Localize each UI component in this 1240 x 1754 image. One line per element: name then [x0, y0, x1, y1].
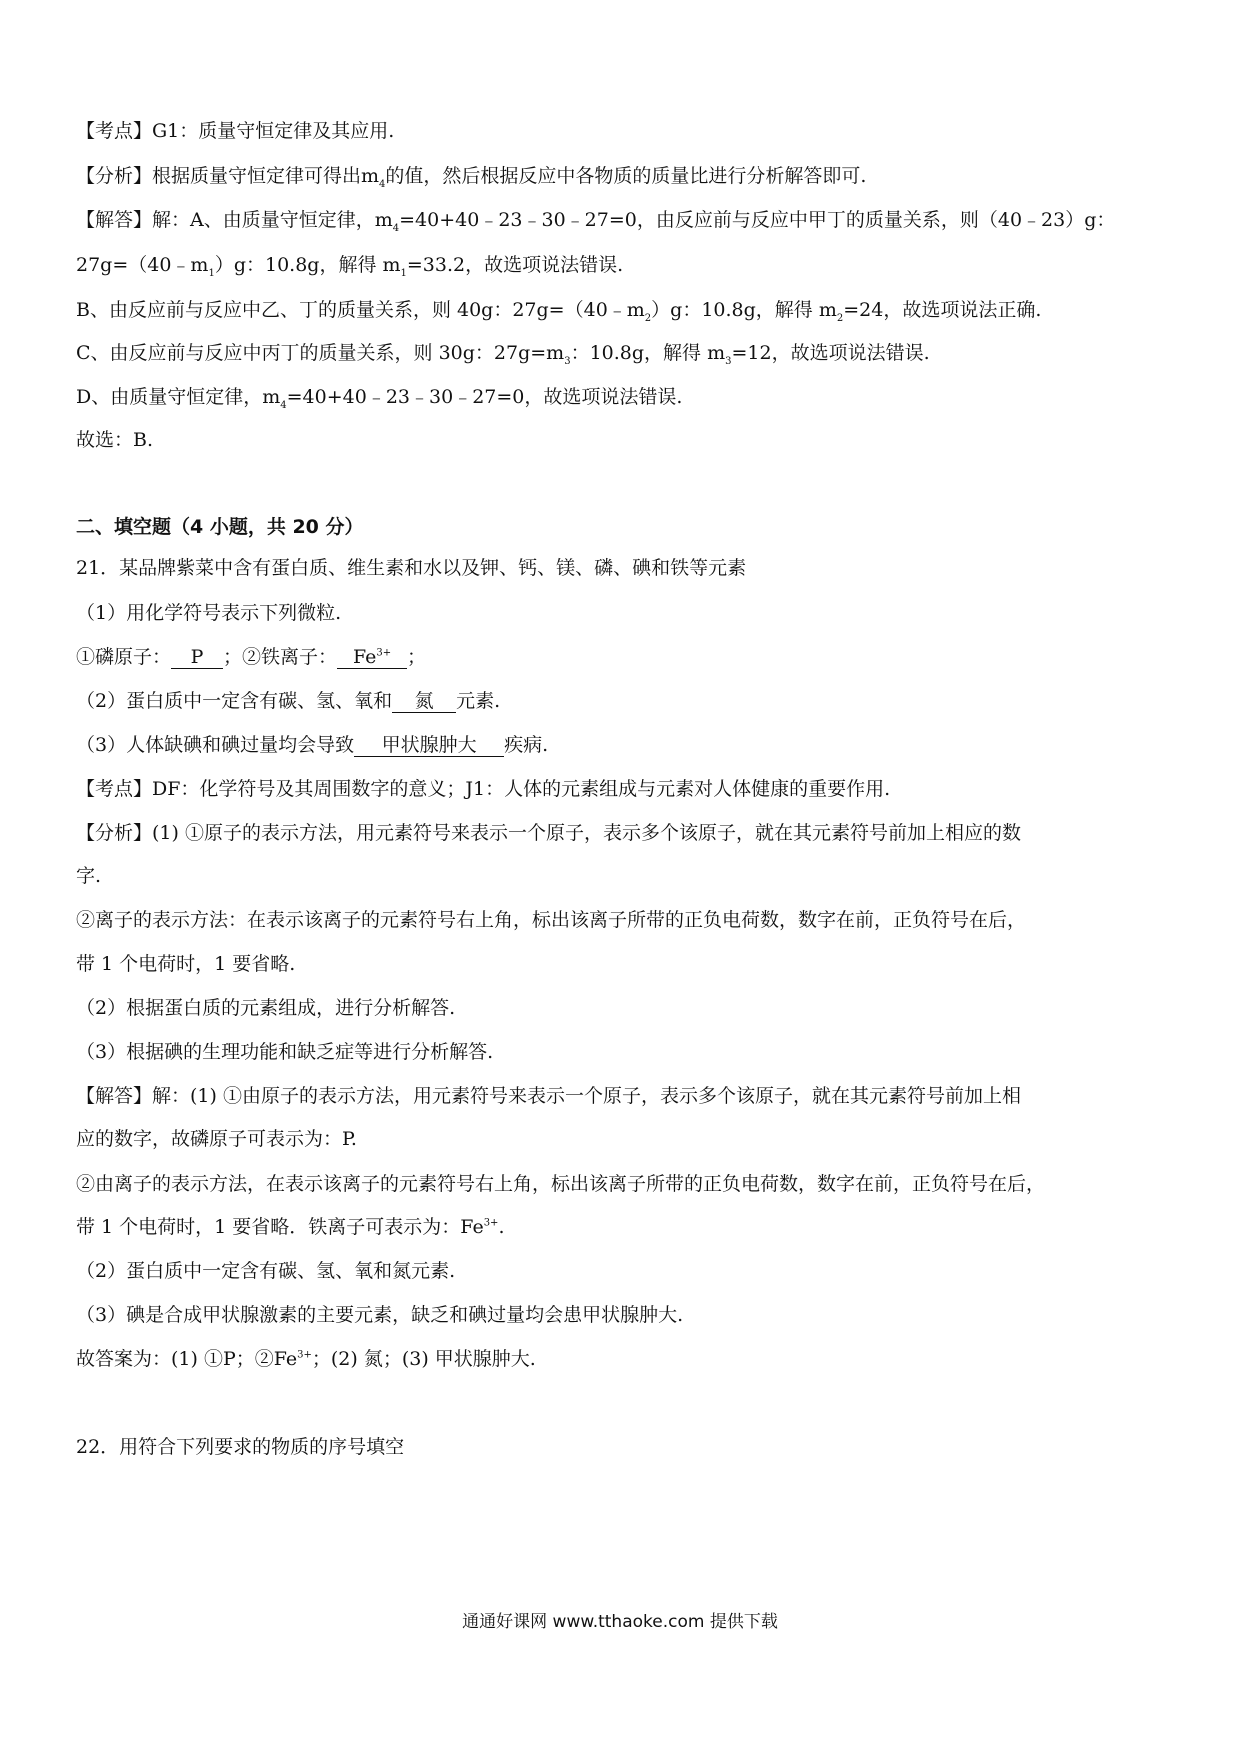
- q22-stem: 22．用符合下列要求的物质的序号填空: [76, 1436, 405, 1458]
- q21-jieda-1b: 应的数字，故磷原子可表示为：P.: [76, 1128, 357, 1150]
- q20-jieda-line2: $27g=(40﹣m_1)g$：10.8g，解得 $m_1=33.2$，故选项说法错误.: [76, 254, 624, 279]
- q21-fenxi-2b: 带 1 个电荷时，1 要省略.: [76, 953, 296, 975]
- q21-kaodian: 【考点】DF：化学符号及其周围数字的意义；J1：人体的元素组成与元素对人体健康的重要作用.: [76, 778, 891, 800]
- q20-jieda-line1: 【解答】解：A、由质量守恒定律，$m_4=40+40﹣23﹣30﹣27=0$，由反应前与反应中甲丁的质量关系，则（40﹣23）g：: [76, 209, 1116, 234]
- q20-kaodian: 【考点】G1：质量守恒定律及其应用.: [76, 120, 395, 142]
- q20-fenxi: 【分析】根据质量守恒定律可得出$m_4$的值，然后根据反应中各物质的质量比进行分析解答即可.: [76, 165, 867, 190]
- answer-blank: $Fe^{3+}$: [337, 647, 407, 669]
- q21-jieda-3: （2）蛋白质中一定含有碳、氢、氧和氮元素.: [76, 1260, 456, 1282]
- q21-part2: （2）蛋白质中一定含有碳、氢、氧和 氮 元素.: [76, 690, 501, 712]
- q21-stem: 21．某品牌紫菜中含有蛋白质、维生素和水以及钾、钙、镁、磷、碘和铁等元素: [76, 557, 747, 579]
- q21-fenxi-4: （3）根据碘的生理功能和缺乏症等进行分析解答.: [76, 1041, 494, 1063]
- q21-final-answer: 故答案为：(1) ①P；$②Fe^{3+}$；(2) 氮；(3) 甲状腺肿大.: [76, 1348, 536, 1370]
- q20-option-c: C、由反应前与反应中丙丁的质量关系，则 30g：$27g=m_3$：10.8g，解得 $m_3=12$，故选项说法错误.: [76, 342, 930, 367]
- answer-blank: P: [171, 647, 223, 669]
- answer-blank: 氮: [392, 691, 456, 713]
- q21-jieda-1: 【解答】解：(1) ①由原子的表示方法，用元素符号来表示一个原子，表示多个该原子，就在其元素符号前加上相: [76, 1085, 1021, 1107]
- q20-option-d: D、由质量守恒定律，$m_4=40+40﹣23﹣30﹣27=0$，故选项说法错误.: [76, 386, 683, 411]
- q21-fenxi-1b: 字.: [76, 865, 102, 887]
- q20-option-b: B、由反应前与反应中乙、丁的质量关系，则 40g：$27g=(40﹣m_2)g$：10.8g，解得 $m_2=24$，故选项说法正确.: [76, 299, 1042, 324]
- q20-answer: 故选：B.: [76, 429, 154, 451]
- q21-jieda-4: （3）碘是合成甲状腺激素的主要元素，缺乏和碘过量均会患甲状腺肿大.: [76, 1304, 684, 1326]
- section-title: 二、填空题（4 小题，共 20 分）: [76, 516, 364, 538]
- q21-jieda-2b: 带 1 个电荷时，1 要省略．铁离子可表示为：$Fe^{3+}$.: [76, 1216, 505, 1238]
- q21-fenxi-1: 【分析】(1) ①原子的表示方法，用元素符号来表示一个原子，表示多个该原子，就在其元素符号前加上相应的数: [76, 822, 1021, 844]
- q21-part3: （3）人体缺碘和碘过量均会导致 甲状腺肿大 疾病.: [76, 734, 549, 756]
- page-footer: 通通好课网 www.tthaoke.com 提供下载: [462, 1612, 778, 1632]
- q21-jieda-2: ②由离子的表示方法，在表示该离子的元素符号右上角，标出该离子所带的正负电荷数，数字在前，正负符号在后，: [76, 1173, 1046, 1195]
- q21-fenxi-3: （2）根据蛋白质的元素组成，进行分析解答.: [76, 997, 456, 1019]
- q21-part1: （1）用化学符号表示下列微粒.: [76, 602, 342, 624]
- q21-fenxi-2: ②离子的表示方法：在表示该离子的元素符号右上角，标出该离子所带的正负电荷数，数字在前，正负符号在后，: [76, 909, 1027, 931]
- answer-blank: 甲状腺肿大: [354, 735, 504, 757]
- q21-part1-blanks: ①磷原子： P ；②铁离子： $Fe^{3+}$ ；: [76, 646, 427, 668]
